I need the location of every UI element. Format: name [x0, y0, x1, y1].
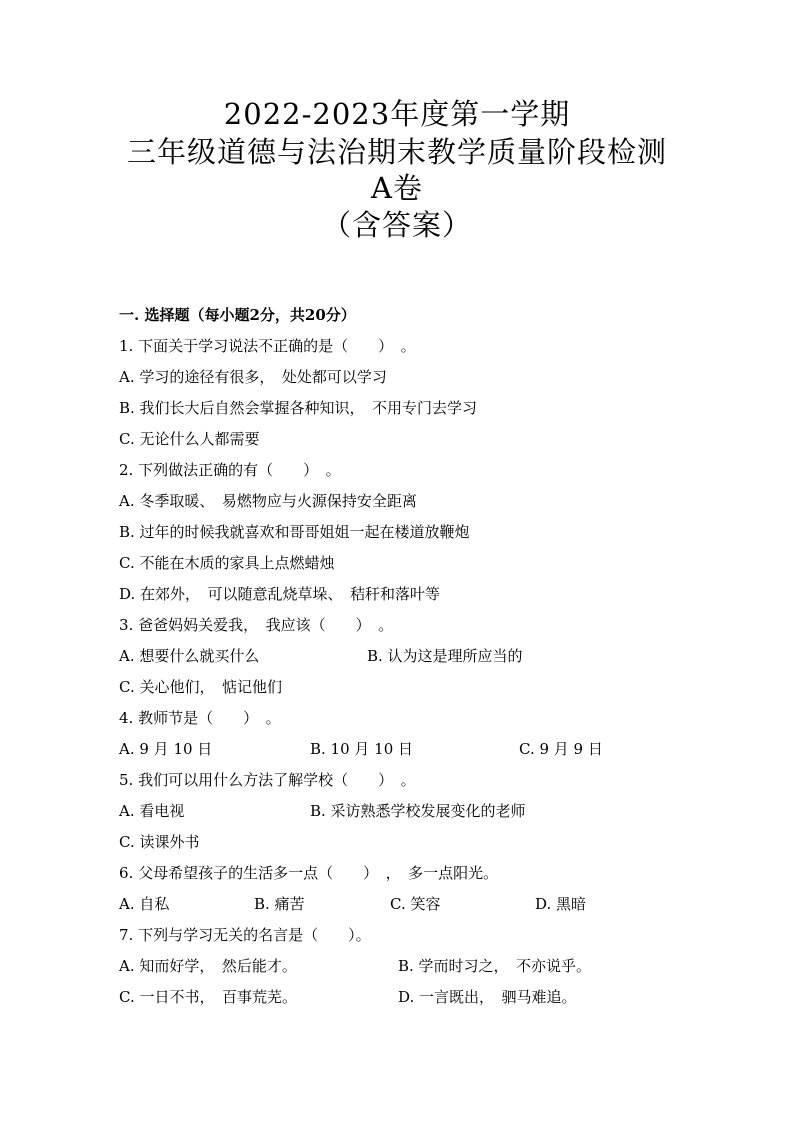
- question-2-option-c: C. 不能在木质的家具上点燃蜡烛: [119, 554, 335, 572]
- question-5-stem: 5. 我们可以用什么方法了解学校（ ） 。: [119, 771, 416, 789]
- question-7-option-b: B. 学而时习之， 不亦说乎。: [398, 957, 592, 975]
- question-7-option-d: D. 一言既出， 驷马难追。: [398, 988, 577, 1006]
- question-list: [119, 305, 679, 1018]
- question-4-option-a: A. 9 月 10 日: [119, 740, 213, 758]
- question-5-option-b: B. 采访熟悉学校发展变化的老师: [310, 802, 526, 820]
- question-7-stem: 7. 下列与学习无关的名言是（ ）。: [119, 926, 371, 944]
- question-7-options-row-1: [119, 956, 679, 987]
- question-7-options-row-2: [119, 987, 679, 1018]
- title-paper: A卷: [371, 171, 423, 205]
- question-1-stem: 1. 下面关于学习说法不正确的是（ ） 。: [119, 337, 416, 355]
- question-7-option-a: A. 知而好学， 然后能才。: [119, 957, 297, 975]
- question-2-stem: 2. 下列做法正确的有（ ） 。: [119, 461, 341, 479]
- question-5-option-a: A. 看电视: [119, 802, 185, 820]
- question-3-option-a: A. 想要什么就买什么: [119, 647, 260, 665]
- section-title: 一. 选择题（每小题2分，共20分）: [119, 306, 356, 324]
- title-exam: 三年级道德与法治期末教学质量阶段检测: [126, 135, 667, 169]
- question-3-stem: 3. 爸爸妈妈关爱我， 我应该（ ） 。: [119, 616, 394, 634]
- question-2-option-a: A. 冬季取暖、 易燃物应与火源保持安全距离: [119, 492, 417, 510]
- question-3-option-b: B. 认为这是理所应当的: [367, 647, 523, 665]
- question-5-option-c: C. 读课外书: [119, 833, 200, 851]
- question-6-option-a: A. 自私: [119, 895, 170, 913]
- question-3-option-c: C. 关心他们， 惦记他们: [119, 678, 282, 696]
- question-2-option-b: B. 过年的时候我就喜欢和哥哥姐姐一起在楼道放鞭炮: [119, 523, 470, 541]
- question-1-option-c: C. 无论什么人都需要: [119, 430, 260, 448]
- question-3-options-row-1: [119, 646, 679, 677]
- question-4-option-b: B. 10 月 10 日: [310, 740, 414, 758]
- question-6-option-b: B. 痛苦: [254, 895, 305, 913]
- question-1-option-a: A. 学习的途径有很多， 处处都可以学习: [119, 368, 387, 386]
- question-5-options-row-1: [119, 801, 679, 832]
- question-6-option-c: C. 笑容: [390, 895, 441, 913]
- question-6-option-d: D. 黑暗: [535, 895, 587, 913]
- title-term: 2022-2023年度第一学期: [223, 97, 571, 131]
- question-4-option-c: C. 9 月 9 日: [519, 740, 603, 758]
- question-7-option-c: C. 一日不书， 百事荒芜。: [119, 988, 297, 1006]
- question-2-option-d: D. 在郊外， 可以随意乱烧草垛、 秸秆和落叶等: [119, 585, 441, 603]
- question-6-options-row: [119, 894, 679, 925]
- question-4-stem: 4. 教师节是（ ） 。: [119, 709, 281, 727]
- question-4-options-row: [119, 739, 679, 770]
- question-1-option-b: B. 我们长大后自然会掌握各种知识， 不用专门去学习: [119, 399, 478, 417]
- question-6-stem: 6. 父母希望孩子的生活多一点（ ） ， 多一点阳光。: [119, 864, 499, 882]
- title-note: （含答案）: [321, 208, 472, 242]
